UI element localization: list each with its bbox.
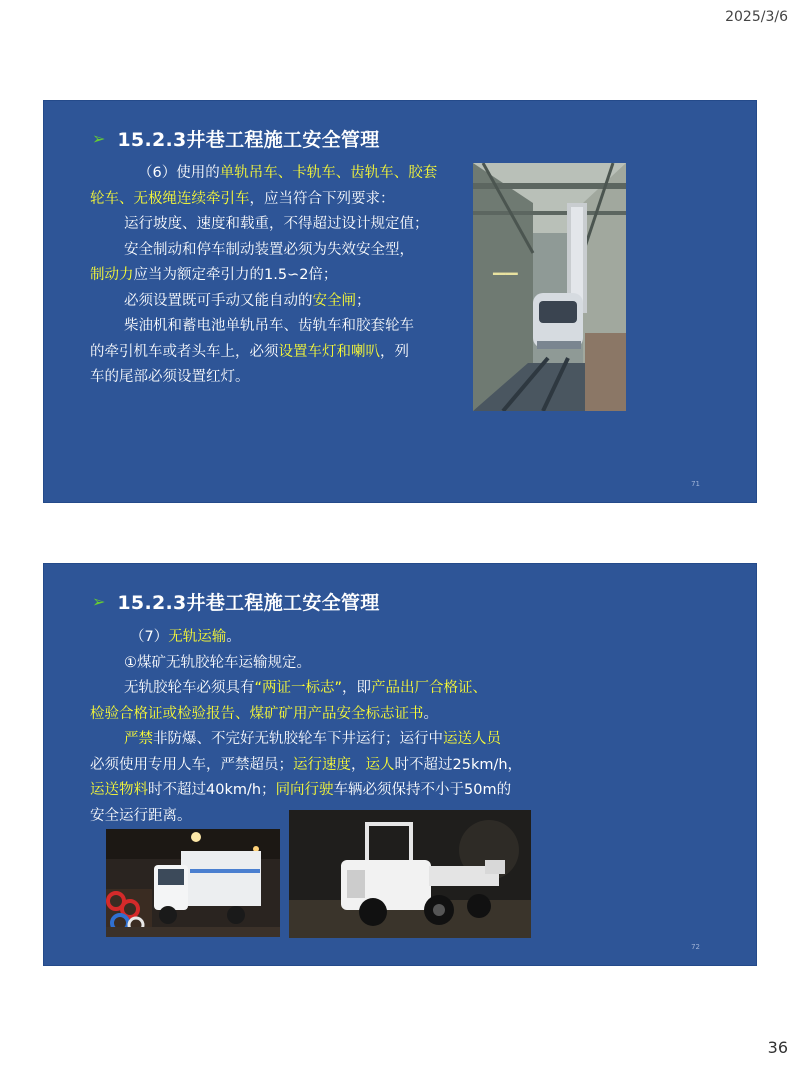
- text: 。: [423, 705, 438, 722]
- text: 无轨胶轮车必须具有: [124, 680, 255, 696]
- highlight-text: 安全闸: [312, 292, 356, 309]
- text: 必须使用专用人车，严禁超员；: [90, 756, 293, 773]
- slide-body: [90, 161, 437, 391]
- text: ，列: [380, 343, 409, 360]
- paragraph: [90, 161, 437, 187]
- paragraph: 柴油机和蓄电池单轨吊车、齿轨车和胶套轮车: [124, 318, 414, 334]
- slide-title-row: [92, 125, 380, 152]
- paragraph: [90, 289, 437, 315]
- paragraph: 运行坡度、速度和载重，不得超过设计规定值；: [124, 216, 429, 232]
- text: （7）: [130, 629, 169, 645]
- paragraph: [90, 778, 522, 804]
- underground-truck-photo: [106, 829, 280, 937]
- paragraph: [90, 187, 437, 213]
- paragraph: 安全运行距离。: [90, 807, 192, 824]
- slide-number: 71: [691, 480, 700, 488]
- print-date: 2025/3/6: [725, 9, 788, 25]
- slide-title-row: [92, 588, 380, 615]
- paragraph: 车的尾部必须设置红灯。: [90, 369, 250, 385]
- text: ；: [356, 292, 371, 309]
- slide-body: [90, 625, 522, 829]
- paragraph: [90, 753, 522, 779]
- monorail-train-photo: [473, 163, 626, 411]
- highlight-text: 同向行驶: [275, 782, 334, 798]
- paragraph: [90, 340, 437, 366]
- arrow-bullet-icon: ➢: [92, 129, 106, 148]
- highlight-text: 产品出厂合格证、: [371, 680, 488, 696]
- paragraph: [90, 727, 522, 753]
- highlight-text: 运行速度: [293, 756, 351, 773]
- slide-title: 15.2.3井巷工程施工安全管理: [117, 129, 380, 151]
- svg-text:▂▂▂▂: ▂▂▂▂: [493, 266, 518, 275]
- highlight-text: 轮车、无极绳连续牵引车: [90, 190, 250, 207]
- highlight-text: 严禁: [124, 731, 153, 747]
- highlight-text: 运送物料: [90, 782, 148, 798]
- paragraph: ①煤矿无轨胶轮车运输规定。: [124, 654, 311, 671]
- text: 的牵引机车或者头车上，必须: [90, 343, 279, 360]
- text: （6）使用的: [138, 165, 220, 181]
- text: 时不超过25km/h，: [394, 756, 523, 773]
- paragraph: [90, 702, 522, 728]
- text: 必须设置既可手动又能自动的: [124, 292, 313, 309]
- text: 非防爆、不完好无轨胶轮车下井运行；运行中: [153, 731, 443, 747]
- slide-title: 15.2.3井巷工程施工安全管理: [117, 592, 380, 614]
- highlight-text: “两证一标志”: [254, 680, 343, 696]
- highlight-text: 单轨吊车、卡轨车、齿轨车、胶套: [219, 165, 438, 181]
- paragraph: [90, 263, 437, 289]
- text: ，应当符合下列要求：: [249, 190, 395, 207]
- text: ，即: [342, 680, 372, 696]
- page-number: 36: [767, 1038, 788, 1057]
- paragraph: [90, 625, 522, 651]
- highlight-text: 运送人员: [443, 731, 501, 747]
- highlight-text: 运人: [365, 756, 395, 773]
- paragraph: [90, 676, 522, 702]
- highlight-text: 设置车灯和喇叭: [278, 343, 380, 360]
- slide-72: [44, 564, 756, 965]
- highlight-text: 检验合格证或检验报告、煤矿矿用产品安全标志证书: [90, 705, 424, 722]
- slide-71: [44, 101, 756, 502]
- slide-number: 72: [691, 943, 700, 951]
- text: 车辆必须保持不小于50m的: [333, 782, 512, 798]
- paragraph: 安全制动和停车制动装置必须为失效安全型，: [124, 241, 414, 258]
- highlight-text: 无轨运输: [168, 629, 227, 645]
- text: 。: [226, 629, 241, 645]
- trackless-vehicle-photo: [289, 810, 531, 938]
- text: ，: [351, 756, 366, 773]
- arrow-bullet-icon: ➢: [92, 592, 106, 611]
- text: 时不超过40km/h；: [148, 782, 276, 798]
- text: 应当为额定牵引力的1.5∽2倍；: [133, 267, 338, 283]
- highlight-text: 制动力: [90, 267, 134, 283]
